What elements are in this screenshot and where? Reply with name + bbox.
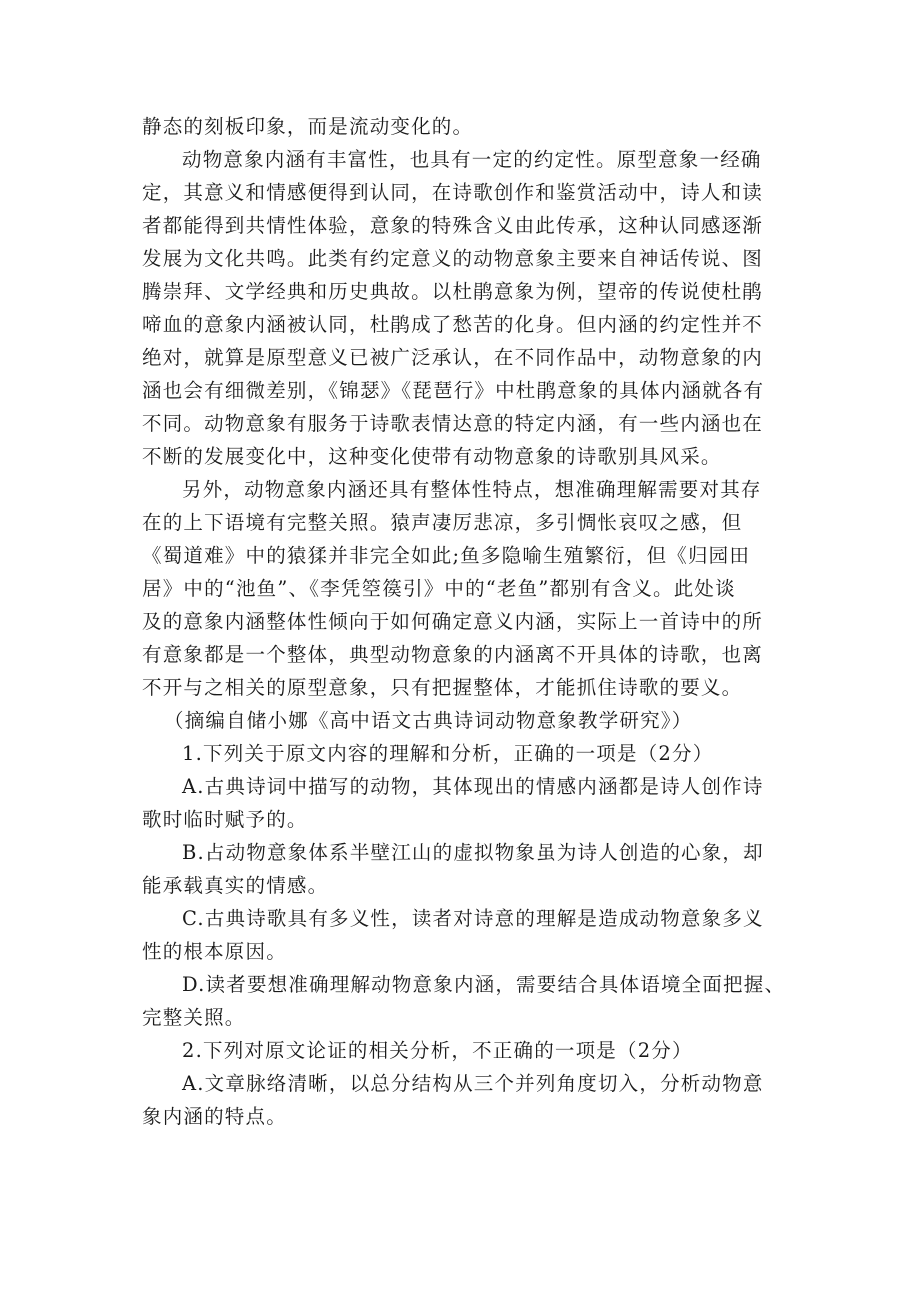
- text-line: 静态的刻板印象，而是流动变化的。: [142, 115, 474, 138]
- text-line: 涵也会有细微差别，《锦瑟》《琵琶行》中杜鹃意象的具体内涵就各有: [142, 379, 765, 402]
- text-line: 发展为文化共鸣。此类有约定意义的动物意象主要来自神话传说、图: [142, 247, 764, 270]
- text-line: 绝对，就算是原型意义已被广泛承认，在不同作品中，动物意象的内: [142, 346, 764, 369]
- text-line: 另外，动物意象内涵还具有整体性特点，想准确理解需要对其存: [182, 478, 762, 501]
- text-line: 不同。动物意象有服务于诗歌表情达意的特定内涵，有一些内涵也在: [142, 412, 764, 435]
- text-line: 者都能得到共情性体验，意象的特殊含义由此传承，这种认同感逐渐: [142, 214, 764, 237]
- text-line: 啼血的意象内涵被认同，杜鹃成了愁苦的化身。但内涵的约定性并不: [142, 313, 764, 336]
- document-page: [142, 110, 786, 1133]
- text-line: 居》中的“池鱼”、《李凭箜篌引》中的“老鱼”都别有含义。此处谈: [142, 577, 736, 600]
- question-line: 象内涵的特点。: [142, 1105, 287, 1128]
- text-line: 不开与之相关的原型意象，只有把握整体，才能抓住诗歌的要义。: [142, 676, 743, 699]
- question-line: D.读者要想准确理解动物意象内涵，需要结合具体语境全面把握、: [182, 973, 786, 996]
- question-line: 2.下列对原文论证的相关分析，不正确的一项是（2分）: [182, 1039, 693, 1062]
- text-line: 定，其意义和情感便得到认同，在诗歌创作和鉴赏活动中，诗人和读: [142, 181, 764, 204]
- questions: [142, 737, 786, 1133]
- text-line: 在的上下语境有完整关照。猿声凄厉悲凉，多引惆怅哀叹之感，但: [142, 511, 743, 534]
- text-line: 有意象都是一个整体，典型动物意象的内涵离不开具体的诗歌，也离: [142, 643, 764, 666]
- text-line: 及的意象内涵整体性倾向于如何确定意义内涵，实际上一首诗中的所: [142, 610, 764, 633]
- question-line: B.占动物意象体系半壁江山的虚拟物象虽为诗人创造的心象，却: [182, 841, 764, 864]
- text-line: 动物意象内涵有丰富性，也具有一定的约定性。原型意象一经确: [182, 148, 762, 171]
- question-line: A.文章脉络清晰，以总分结构从三个并列角度切入，分析动物意: [182, 1072, 764, 1095]
- question-line: 歌时临时赋予的。: [142, 808, 308, 831]
- body-text: [142, 110, 782, 704]
- question-line: 能承载真实的情感。: [142, 874, 329, 897]
- question-line: 性的根本原因。: [142, 940, 287, 963]
- text-line: 《蜀道难》中的猿猱并非完全如此;鱼多隐喻生殖繁衍，但《归园田: [142, 544, 751, 567]
- question-line: 1.下列关于原文内容的理解和分析，正确的一项是（2分）: [182, 742, 714, 765]
- text-line: 不断的发展变化中，这种变化使带有动物意象的诗歌别具风采。: [142, 445, 722, 468]
- text-line: 腾崇拜、文学经典和历史典故。以杜鹃意象为例，望帝的传说使杜鹃: [142, 280, 764, 303]
- question-line: A.古典诗词中描写的动物，其体现出的情感内涵都是诗人创作诗: [182, 775, 764, 798]
- question-line: C.古典诗歌具有多义性，读者对诗意的理解是造成动物意象多义: [182, 907, 764, 930]
- question-line: 完整关照。: [142, 1006, 246, 1029]
- source-citation: （摘编自储小娜《高中语文古典诗词动物意象教学研究》）: [164, 709, 693, 732]
